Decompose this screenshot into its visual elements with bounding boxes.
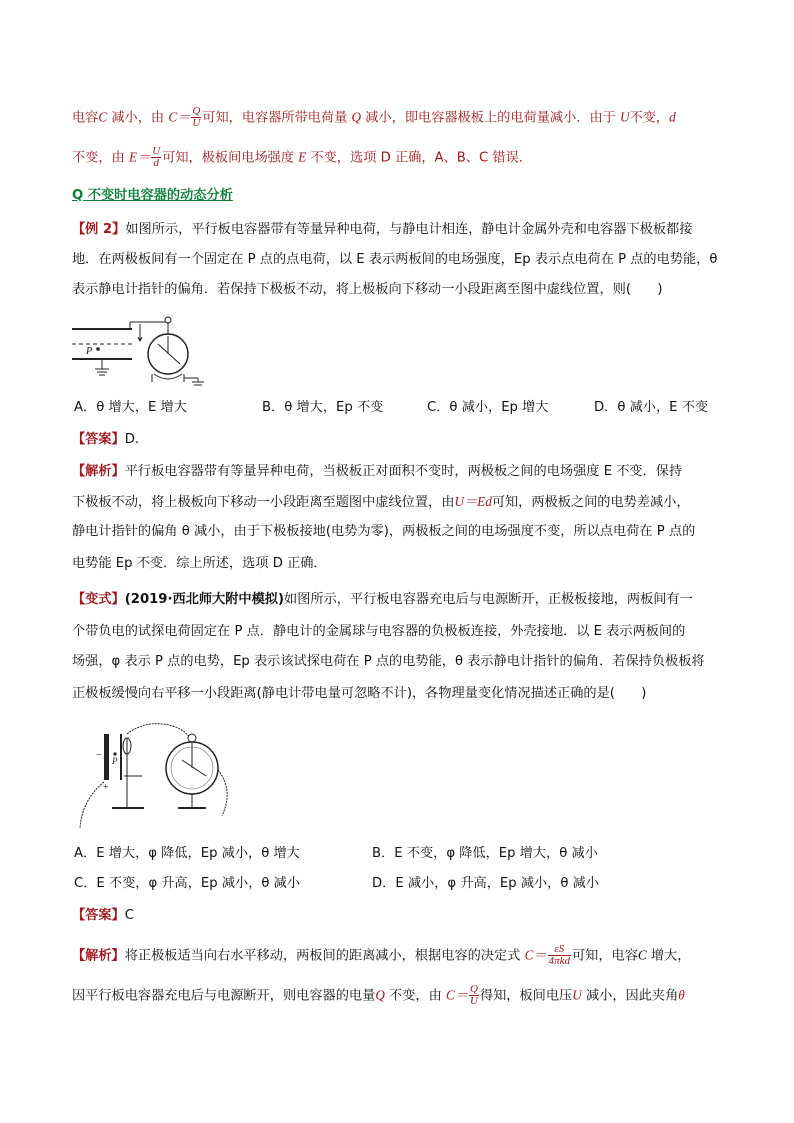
analysis-line-3: 静电计指针的偏角 θ 减小，由于下极板接地(电势为零)，两极板之间的电场强度不变，所以点电荷在 P 点的 bbox=[72, 524, 696, 539]
text: 得知，板间电压 bbox=[479, 988, 573, 1004]
text: 如图所示，平行板电容器带有等量异种电荷，与静电计相连，静电计金属外壳和电容器下极板都接 bbox=[125, 222, 693, 237]
var-d: d bbox=[669, 109, 676, 125]
fraction-q-over-u: $\frac{Q}{U}$ bbox=[192, 105, 201, 129]
variant-option-b: B．E 不变，φ 降低，Ep 增大，θ 减小 bbox=[372, 846, 598, 861]
analysis-line-1 bbox=[72, 462, 682, 482]
analysis-line-2 bbox=[72, 492, 690, 513]
eq: C＝ bbox=[168, 109, 191, 125]
variant-analysis-line-2 bbox=[72, 984, 685, 1007]
fraction-eps-s-over-4pikd: $\frac{\varepsilon S}{\text{4πkd}}$ bbox=[548, 943, 570, 967]
plus-label: + bbox=[103, 782, 109, 793]
answer-value: C bbox=[124, 908, 134, 923]
var-U: U bbox=[572, 987, 582, 1003]
var-C: C bbox=[98, 109, 108, 125]
var-E: E bbox=[298, 149, 307, 165]
eq: E＝ bbox=[128, 149, 151, 165]
text: 增大， bbox=[650, 948, 691, 964]
example-label: 【例 2】 bbox=[72, 222, 126, 237]
variant-option-c: C．E 不变，φ 升高，Ep 减小，θ 减小 bbox=[74, 876, 301, 891]
capacitor-electrometer-figure bbox=[72, 310, 212, 388]
var-C: C bbox=[637, 947, 647, 963]
var-U: U bbox=[620, 109, 630, 125]
option-a: A．θ 增大，E 增大 bbox=[74, 400, 187, 415]
analysis-label: 【解析】 bbox=[72, 464, 125, 479]
text: 可知，两极板之间的电势差减小， bbox=[491, 495, 690, 510]
var-Q: Q bbox=[351, 109, 362, 125]
text: 减小，因此夹角 bbox=[585, 988, 679, 1004]
answer-label: 【答案】 bbox=[72, 908, 125, 923]
text: 电容 bbox=[72, 110, 99, 126]
text: 下极板不动，将上极板向下移动一小段距离至题图中虚线位置，由 bbox=[72, 495, 455, 510]
answer-label: 【答案】 bbox=[72, 432, 125, 447]
text: 不变， bbox=[629, 110, 670, 126]
text: 减小，由 bbox=[111, 110, 165, 126]
intro-line-1 bbox=[72, 106, 676, 129]
text: 不变，由 bbox=[72, 150, 125, 166]
fraction-u-over-d: $\frac{U}{d}$ bbox=[152, 145, 161, 169]
capacitor-electrometer-figure-2 bbox=[72, 720, 242, 832]
variant-answer-line bbox=[72, 906, 134, 926]
fraction-q-over-u-2: $\frac{Q}{U}$ bbox=[469, 983, 478, 1007]
variant-option-d: D．E 减小，φ 升高，Ep 减小，θ 减小 bbox=[372, 876, 599, 891]
var-Q: Q bbox=[375, 987, 385, 1003]
text: 减小，即电容器极板上的电荷量减小．由于 bbox=[365, 110, 616, 126]
text: 不变，选项 D 正确，A、B、C 错误． bbox=[310, 150, 532, 166]
option-b: B．θ 增大，Ep 不变 bbox=[262, 400, 384, 415]
analysis-line-4: 电势能 Ep 不变．综上所述，选项 D 正确． bbox=[72, 556, 327, 571]
point-p-label: P bbox=[86, 346, 93, 357]
text: 因平行板电容器充电后与电源断开，则电容器的电量 bbox=[72, 988, 376, 1004]
text: 将正极板适当向右水平移动，两板间的距离减小，根据电容的决定式 bbox=[124, 948, 521, 964]
variant-line-3: 场强，φ 表示 P 点的电势，Ep 表示该试探电荷在 P 点的电势能，θ 表示静电计指针的偏角．若保持负极板将 bbox=[72, 654, 705, 669]
formula-u-ed: U＝Ed bbox=[454, 494, 492, 509]
option-c: C．θ 减小，Ep 增大 bbox=[427, 400, 549, 415]
eq: C＝ bbox=[524, 947, 547, 963]
point-p-label-2: P bbox=[112, 756, 118, 766]
example-line-3: 表示静电计指针的偏角．若保持下极板不动，将上极板向下移动一小段距离至图中虚线位置，则( ) bbox=[72, 282, 663, 297]
text: 如图所示，平行板电容器充电后与电源断开，正极板接地，两板间有一 bbox=[284, 592, 693, 607]
variant-analysis-line-1 bbox=[72, 944, 690, 967]
variant-label: 【变式】 bbox=[72, 592, 125, 607]
answer-line bbox=[72, 430, 139, 450]
minus-label: − bbox=[96, 750, 102, 761]
answer-value: D. bbox=[124, 432, 140, 447]
variant-line-4: 正极板缓慢向右平移一小段距离(静电计带电量可忽略不计)，各物理量变化情况描述正确的是( ) bbox=[72, 686, 647, 701]
section-heading: Q 不变时电容器的动态分析 bbox=[72, 188, 233, 203]
var-theta: θ bbox=[678, 987, 685, 1003]
variant-option-a: A．E 增大，φ 降低，Ep 减小，θ 增大 bbox=[74, 846, 300, 861]
example-line-1 bbox=[72, 220, 692, 240]
example-line-2: 地．在两极板间有一个固定在 P 点的点电荷，以 E 表示两板间的电场强度，Ep 表示点电荷在 P 点的电势能，θ bbox=[72, 252, 718, 267]
variant-source: (2019·西北师大附中模拟) bbox=[124, 592, 285, 607]
text: 不变，由 bbox=[389, 988, 442, 1004]
option-d: D．θ 减小，E 不变 bbox=[594, 400, 709, 415]
analysis-label: 【解析】 bbox=[72, 948, 125, 964]
text: 可知，电容 bbox=[571, 948, 638, 964]
variant-line-1 bbox=[72, 590, 693, 610]
text: 可知，极板间电场强度 bbox=[162, 150, 295, 166]
text: 可知，电容器所带电荷量 bbox=[202, 110, 348, 126]
variant-line-2: 个带负电的试探电荷固定在 P 点．静电计的金属球与电容器的负极板连接，外壳接地．以 E 表示两板间的 bbox=[72, 624, 686, 639]
intro-line-2 bbox=[72, 146, 532, 169]
eq: C＝ bbox=[446, 987, 468, 1003]
text: 平行板电容器带有等量异种电荷，当极板正对面积不变时，两极板之间的电场强度 E 不变．保持 bbox=[124, 464, 683, 479]
